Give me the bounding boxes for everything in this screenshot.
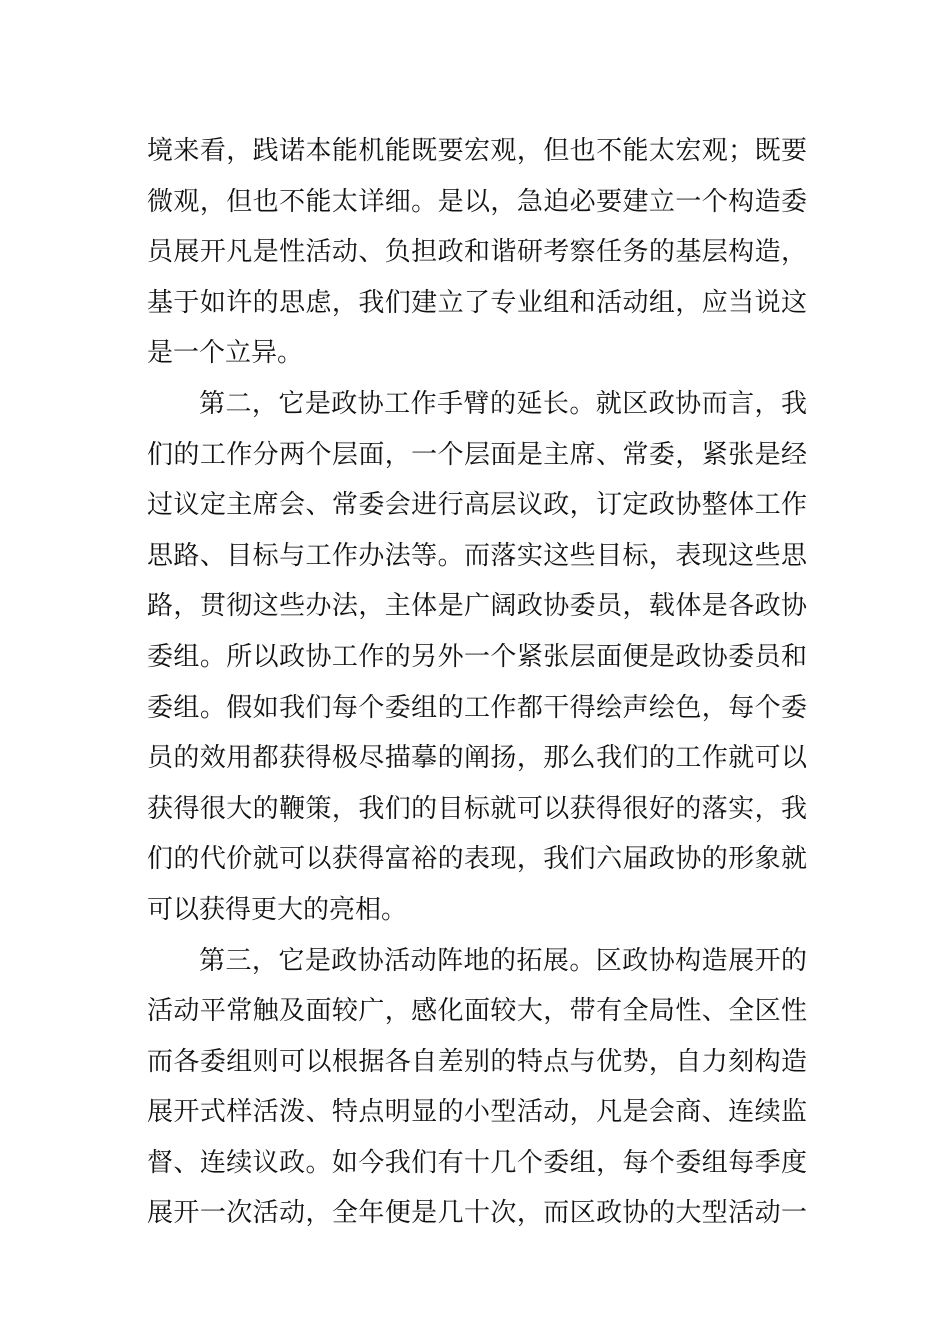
text-line: 们的代价就可以获得富裕的表现，我们六届政协的形象就	[147, 844, 807, 875]
text-line: 思路、目标与工作办法等。而落实这些目标，表现这些思	[147, 540, 807, 571]
text-line: 基于如许的思虑，我们建立了专业组和活动组，应当说这	[147, 287, 807, 318]
text-line: 委组。假如我们每个委组的工作都干得绘声绘色，每个委	[147, 692, 807, 723]
text-line: 可以获得更大的亮相。	[147, 894, 408, 925]
text-line: 获得很大的鞭策，我们的目标就可以获得很好的落实，我	[147, 793, 807, 824]
text-line: 境来看，践诺本能机能既要宏观，但也不能太宏观；既要	[147, 136, 807, 166]
text-line: 展开一次活动，全年便是几十次，而区政协的大型活动一	[147, 1198, 807, 1229]
text-line: 而各委组则可以根据各自差别的特点与优势，自力刻构造	[147, 1046, 807, 1077]
paragraph-start-line: 第二，它是政协工作手臂的延长。就区政协而言，我	[199, 388, 807, 419]
text-line: 督、连续议政。如今我们有十几个委组，每个委组每季度	[147, 1147, 807, 1178]
text-line: 委组。所以政协工作的另外一个紧张层面便是政协委员和	[147, 641, 807, 672]
text-line: 员展开凡是性活动、负担政和谐研考察任务的基层构造，	[147, 237, 807, 268]
paragraph-start-line: 第三，它是政协活动阵地的拓展。区政协构造展开的	[199, 945, 807, 976]
text-line: 路，贯彻这些办法，主体是广阔政协委员，载体是各政协	[147, 591, 807, 622]
text-line: 是一个立异。	[147, 338, 304, 369]
document-body	[147, 126, 807, 1239]
text-line: 们的工作分两个层面，一个层面是主席、常委，紧张是经	[147, 439, 807, 470]
text-line: 微观，但也不能太详细。是以，急迫必要建立一个构造委	[147, 186, 807, 217]
text-line: 过议定主席会、常委会进行高层议政，订定政协整体工作	[147, 490, 807, 521]
text-line: 展开式样活泼、特点明显的小型活动，凡是会商、连续监	[147, 1097, 807, 1128]
text-line: 活动平常触及面较广，感化面较大，带有全局性、全区性	[147, 996, 807, 1027]
text-line: 员的效用都获得极尽描摹的阐扬，那么我们的工作就可以	[147, 743, 807, 774]
